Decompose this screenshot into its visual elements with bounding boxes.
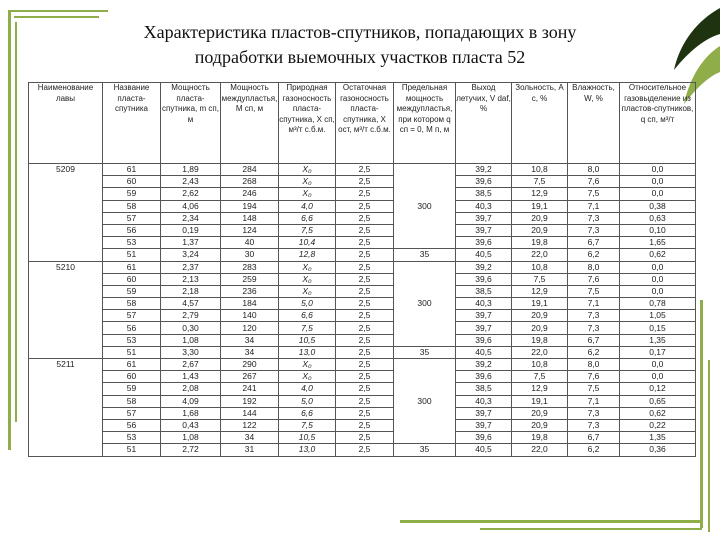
- cell-seam-thickness: 4,09: [161, 395, 221, 407]
- cell-interlayer-thickness: 34: [221, 432, 279, 444]
- cell-relative-gas-release: 0,78: [620, 298, 696, 310]
- cell-residual-gas-content: 2,5: [336, 407, 394, 419]
- cell-limit-interlayer: 300: [394, 359, 456, 444]
- cell-interlayer-thickness: 40: [221, 237, 279, 249]
- cell-moisture: 8,0: [568, 359, 620, 371]
- cell-seam-thickness: 0,19: [161, 224, 221, 236]
- cell-relative-gas-release: 0,12: [620, 383, 696, 395]
- table-row: [29, 346, 696, 358]
- frame-line-left-inner: [15, 22, 17, 422]
- cell-volatiles: 39,7: [456, 419, 512, 431]
- cell-ash: 20,9: [512, 407, 568, 419]
- cell-seam-thickness: 4,06: [161, 200, 221, 212]
- cell-ash: 10,8: [512, 359, 568, 371]
- cell-seam-name: 56: [103, 322, 161, 334]
- cell-moisture: 6,2: [568, 444, 620, 456]
- cell-natural-gas-content: 7,5: [279, 419, 336, 431]
- cell-limit-interlayer: 300: [394, 261, 456, 346]
- cell-residual-gas-content: 2,5: [336, 249, 394, 261]
- cell-seam-name: 60: [103, 176, 161, 188]
- cell-interlayer-thickness: 236: [221, 285, 279, 297]
- cell-seam-thickness: 2,34: [161, 212, 221, 224]
- cell-natural-gas-content: 12,8: [279, 249, 336, 261]
- cell-moisture: 7,3: [568, 224, 620, 236]
- cell-ash: 7,5: [512, 273, 568, 285]
- cell-seam-thickness: 2,18: [161, 285, 221, 297]
- table-row: [29, 444, 696, 456]
- cell-ash: 19,8: [512, 237, 568, 249]
- cell-seam-thickness: 1,08: [161, 432, 221, 444]
- cell-seam-thickness: 2,62: [161, 188, 221, 200]
- cell-ash: 22,0: [512, 346, 568, 358]
- cell-natural-gas-content: 10,5: [279, 334, 336, 346]
- table-body: [29, 164, 696, 457]
- header-natural-gas-content: Природная газоносность пласта-спутника, X сп, м³/т с.б.м.: [279, 83, 336, 164]
- table-row: [29, 200, 696, 212]
- slide-title: [60, 20, 660, 70]
- cell-moisture: 7,5: [568, 383, 620, 395]
- cell-ash: 10,8: [512, 164, 568, 176]
- cell-ash: 12,9: [512, 188, 568, 200]
- table-row: [29, 383, 696, 395]
- cell-interlayer-thickness: 30: [221, 249, 279, 261]
- cell-seam-thickness: 0,30: [161, 322, 221, 334]
- table-row: [29, 371, 696, 383]
- cell-residual-gas-content: 2,5: [336, 200, 394, 212]
- cell-natural-gas-content: X₀: [279, 359, 336, 371]
- header-moisture: Влажность, W, %: [568, 83, 620, 164]
- table-row: [29, 237, 696, 249]
- cell-ash: 12,9: [512, 383, 568, 395]
- table-row: [29, 164, 696, 176]
- cell-residual-gas-content: 2,5: [336, 224, 394, 236]
- header-residual-gas-content: Остаточная газоносность пласта-спутника, X ост, м³/т с.б.м.: [336, 83, 394, 164]
- cell-moisture: 7,1: [568, 395, 620, 407]
- cell-seam-name: 51: [103, 444, 161, 456]
- cell-relative-gas-release: 0,65: [620, 395, 696, 407]
- cell-seam-thickness: 3,24: [161, 249, 221, 261]
- table-row: [29, 273, 696, 285]
- cell-limit-interlayer: 35: [394, 346, 456, 358]
- cell-seam-name: 61: [103, 359, 161, 371]
- cell-moisture: 7,3: [568, 407, 620, 419]
- cell-residual-gas-content: 2,5: [336, 285, 394, 297]
- cell-volatiles: 39,2: [456, 164, 512, 176]
- cell-seam-name: 59: [103, 285, 161, 297]
- cell-ash: 20,9: [512, 322, 568, 334]
- cell-seam-thickness: 1,37: [161, 237, 221, 249]
- frame-line-top: [8, 10, 108, 12]
- cell-interlayer-thickness: 268: [221, 176, 279, 188]
- cell-seam-name: 58: [103, 395, 161, 407]
- cell-relative-gas-release: 0,0: [620, 176, 696, 188]
- cell-moisture: 6,2: [568, 249, 620, 261]
- cell-natural-gas-content: 7,5: [279, 224, 336, 236]
- frame-line-right: [700, 300, 703, 528]
- cell-relative-gas-release: 0,63: [620, 212, 696, 224]
- cell-relative-gas-release: 0,0: [620, 188, 696, 200]
- cell-seam-thickness: 2,79: [161, 310, 221, 322]
- cell-moisture: 7,6: [568, 176, 620, 188]
- cell-moisture: 6,7: [568, 237, 620, 249]
- cell-seam-thickness: 2,72: [161, 444, 221, 456]
- table-row: [29, 212, 696, 224]
- cell-volatiles: 40,5: [456, 249, 512, 261]
- cell-natural-gas-content: X₀: [279, 261, 336, 273]
- header-relative-gas-release: Относительное газовыделение из пластов-спутников, q сп, м³/т: [620, 83, 696, 164]
- cell-residual-gas-content: 2,5: [336, 261, 394, 273]
- cell-seam-name: 57: [103, 310, 161, 322]
- cell-ash: 19,8: [512, 432, 568, 444]
- cell-seam-name: 51: [103, 346, 161, 358]
- header-seam-thickness: Мощность пласта-спутника, m сп, м: [161, 83, 221, 164]
- cell-relative-gas-release: 1,65: [620, 237, 696, 249]
- cell-relative-gas-release: 0,15: [620, 322, 696, 334]
- cell-moisture: 7,5: [568, 188, 620, 200]
- table-row: [29, 224, 696, 236]
- cell-relative-gas-release: 0,38: [620, 200, 696, 212]
- slide-title-line-1: Характеристика пластов-спутников, попадающих в зону: [143, 22, 577, 42]
- cell-interlayer-thickness: 267: [221, 371, 279, 383]
- cell-seam-thickness: 2,43: [161, 176, 221, 188]
- cell-interlayer-thickness: 194: [221, 200, 279, 212]
- cell-residual-gas-content: 2,5: [336, 432, 394, 444]
- cell-seam-thickness: 2,37: [161, 261, 221, 273]
- table-row: [29, 395, 696, 407]
- cell-natural-gas-content: 7,5: [279, 322, 336, 334]
- cell-seam-thickness: 1,08: [161, 334, 221, 346]
- cell-seam-name: 57: [103, 407, 161, 419]
- cell-seam-thickness: 1,68: [161, 407, 221, 419]
- cell-volatiles: 39,6: [456, 237, 512, 249]
- cell-seam-name: 61: [103, 261, 161, 273]
- cell-residual-gas-content: 2,5: [336, 310, 394, 322]
- cell-moisture: 7,3: [568, 212, 620, 224]
- cell-seam-name: 53: [103, 432, 161, 444]
- cell-moisture: 7,1: [568, 298, 620, 310]
- table-row: [29, 310, 696, 322]
- cell-relative-gas-release: 1,35: [620, 334, 696, 346]
- cell-seam-name: 59: [103, 188, 161, 200]
- cell-natural-gas-content: X₀: [279, 285, 336, 297]
- cell-natural-gas-content: X₀: [279, 371, 336, 383]
- header-seam-name: Название пласта-спутника: [103, 83, 161, 164]
- cell-seam-thickness: 0,43: [161, 419, 221, 431]
- cell-volatiles: 39,6: [456, 432, 512, 444]
- cell-volatiles: 39,7: [456, 322, 512, 334]
- cell-ash: 12,9: [512, 285, 568, 297]
- cell-ash: 20,9: [512, 212, 568, 224]
- cell-volatiles: 40,5: [456, 444, 512, 456]
- cell-moisture: 6,2: [568, 346, 620, 358]
- cell-seam-thickness: 3,30: [161, 346, 221, 358]
- cell-natural-gas-content: 10,4: [279, 237, 336, 249]
- cell-relative-gas-release: 0,0: [620, 261, 696, 273]
- cell-relative-gas-release: 0,22: [620, 419, 696, 431]
- cell-ash: 22,0: [512, 249, 568, 261]
- cell-seam-name: 60: [103, 371, 161, 383]
- cell-residual-gas-content: 2,5: [336, 273, 394, 285]
- cell-volatiles: 39,2: [456, 359, 512, 371]
- cell-seam-name: 56: [103, 224, 161, 236]
- cell-interlayer-thickness: 31: [221, 444, 279, 456]
- cell-residual-gas-content: 2,5: [336, 164, 394, 176]
- cell-moisture: 8,0: [568, 164, 620, 176]
- cell-ash: 20,9: [512, 310, 568, 322]
- cell-interlayer-thickness: 34: [221, 334, 279, 346]
- frame-line-left-outer: [8, 10, 11, 450]
- header-limit-interlayer: Предельная мощность междупластья, при котором q сп = 0, M п, м: [394, 83, 456, 164]
- cell-interlayer-thickness: 34: [221, 346, 279, 358]
- table-row: [29, 432, 696, 444]
- cell-volatiles: 38,5: [456, 285, 512, 297]
- cell-seam-name: 61: [103, 164, 161, 176]
- cell-volatiles: 40,3: [456, 395, 512, 407]
- cell-seam-name: 53: [103, 334, 161, 346]
- header-volatiles: Выход летучих, V daf, %: [456, 83, 512, 164]
- cell-seam-name: 60: [103, 273, 161, 285]
- cell-relative-gas-release: 0,17: [620, 346, 696, 358]
- table-row: [29, 285, 696, 297]
- cell-natural-gas-content: 5,0: [279, 395, 336, 407]
- cell-ash: 20,9: [512, 224, 568, 236]
- cell-volatiles: 39,6: [456, 176, 512, 188]
- cell-relative-gas-release: 1,35: [620, 432, 696, 444]
- cell-mine: 5210: [29, 261, 103, 359]
- frame-line-right-2: [708, 360, 710, 532]
- cell-ash: 19,1: [512, 298, 568, 310]
- cell-residual-gas-content: 2,5: [336, 383, 394, 395]
- cell-ash: 19,1: [512, 200, 568, 212]
- cell-limit-interlayer: 300: [394, 164, 456, 249]
- cell-seam-thickness: 2,08: [161, 383, 221, 395]
- cell-interlayer-thickness: 144: [221, 407, 279, 419]
- cell-natural-gas-content: 6,6: [279, 407, 336, 419]
- table-row: [29, 188, 696, 200]
- cell-natural-gas-content: X₀: [279, 273, 336, 285]
- cell-interlayer-thickness: 124: [221, 224, 279, 236]
- cell-moisture: 7,3: [568, 419, 620, 431]
- table-row: [29, 334, 696, 346]
- cell-ash: 20,9: [512, 419, 568, 431]
- cell-residual-gas-content: 2,5: [336, 176, 394, 188]
- cell-relative-gas-release: 1,05: [620, 310, 696, 322]
- cell-natural-gas-content: 6,6: [279, 212, 336, 224]
- cell-residual-gas-content: 2,5: [336, 322, 394, 334]
- frame-line-bottom-2: [480, 528, 702, 530]
- cell-natural-gas-content: X₀: [279, 164, 336, 176]
- cell-residual-gas-content: 2,5: [336, 371, 394, 383]
- cell-residual-gas-content: 2,5: [336, 212, 394, 224]
- table-row: [29, 419, 696, 431]
- cell-seam-name: 51: [103, 249, 161, 261]
- cell-interlayer-thickness: 246: [221, 188, 279, 200]
- cell-seam-thickness: 4,57: [161, 298, 221, 310]
- table-row: [29, 322, 696, 334]
- cell-residual-gas-content: 2,5: [336, 237, 394, 249]
- cell-natural-gas-content: X₀: [279, 188, 336, 200]
- header-mine: Наименование лавы: [29, 83, 103, 164]
- cell-moisture: 7,6: [568, 273, 620, 285]
- cell-relative-gas-release: 0,62: [620, 407, 696, 419]
- header-ash: Зольность, A c, %: [512, 83, 568, 164]
- cell-seam-name: 58: [103, 298, 161, 310]
- cell-interlayer-thickness: 290: [221, 359, 279, 371]
- cell-relative-gas-release: 0,36: [620, 444, 696, 456]
- cell-volatiles: 39,7: [456, 212, 512, 224]
- cell-natural-gas-content: 13,0: [279, 346, 336, 358]
- cell-ash: 7,5: [512, 371, 568, 383]
- cell-volatiles: 39,2: [456, 261, 512, 273]
- cell-seam-thickness: 1,43: [161, 371, 221, 383]
- cell-volatiles: 40,3: [456, 200, 512, 212]
- cell-volatiles: 39,7: [456, 310, 512, 322]
- cell-seam-name: 57: [103, 212, 161, 224]
- cell-seam-thickness: 1,89: [161, 164, 221, 176]
- cell-residual-gas-content: 2,5: [336, 188, 394, 200]
- cell-interlayer-thickness: 259: [221, 273, 279, 285]
- cell-moisture: 7,1: [568, 200, 620, 212]
- cell-volatiles: 39,6: [456, 371, 512, 383]
- cell-interlayer-thickness: 284: [221, 164, 279, 176]
- cell-mine: 5209: [29, 164, 103, 262]
- cell-volatiles: 39,7: [456, 224, 512, 236]
- cell-residual-gas-content: 2,5: [336, 395, 394, 407]
- cell-relative-gas-release: 0,10: [620, 224, 696, 236]
- cell-relative-gas-release: 0,0: [620, 273, 696, 285]
- cell-limit-interlayer: 35: [394, 444, 456, 456]
- table-row: [29, 407, 696, 419]
- cell-ash: 19,8: [512, 334, 568, 346]
- cell-moisture: 7,3: [568, 322, 620, 334]
- cell-volatiles: 39,6: [456, 334, 512, 346]
- cell-ash: 22,0: [512, 444, 568, 456]
- cell-relative-gas-release: 0,0: [620, 164, 696, 176]
- cell-seam-name: 58: [103, 200, 161, 212]
- cell-seam-thickness: 2,67: [161, 359, 221, 371]
- cell-volatiles: 40,5: [456, 346, 512, 358]
- cell-interlayer-thickness: 140: [221, 310, 279, 322]
- cell-interlayer-thickness: 192: [221, 395, 279, 407]
- table-row: [29, 359, 696, 371]
- cell-natural-gas-content: 13,0: [279, 444, 336, 456]
- cell-mine: 5211: [29, 359, 103, 457]
- table-row: [29, 261, 696, 273]
- cell-volatiles: 38,5: [456, 188, 512, 200]
- cell-relative-gas-release: 0,0: [620, 359, 696, 371]
- cell-interlayer-thickness: 184: [221, 298, 279, 310]
- cell-seam-name: 53: [103, 237, 161, 249]
- cell-residual-gas-content: 2,5: [336, 359, 394, 371]
- cell-limit-interlayer: 35: [394, 249, 456, 261]
- cell-volatiles: 38,5: [456, 383, 512, 395]
- cell-interlayer-thickness: 120: [221, 322, 279, 334]
- seam-characteristics-table: [28, 82, 696, 457]
- cell-relative-gas-release: 0,0: [620, 285, 696, 297]
- cell-seam-thickness: 2,13: [161, 273, 221, 285]
- cell-seam-name: 59: [103, 383, 161, 395]
- cell-residual-gas-content: 2,5: [336, 419, 394, 431]
- cell-interlayer-thickness: 241: [221, 383, 279, 395]
- cell-natural-gas-content: 5,0: [279, 298, 336, 310]
- cell-interlayer-thickness: 148: [221, 212, 279, 224]
- cell-ash: 19,1: [512, 395, 568, 407]
- cell-moisture: 6,7: [568, 432, 620, 444]
- cell-interlayer-thickness: 283: [221, 261, 279, 273]
- cell-relative-gas-release: 0,62: [620, 249, 696, 261]
- cell-interlayer-thickness: 122: [221, 419, 279, 431]
- cell-seam-name: 56: [103, 419, 161, 431]
- table-row: [29, 176, 696, 188]
- cell-ash: 10,8: [512, 261, 568, 273]
- cell-volatiles: 39,6: [456, 273, 512, 285]
- frame-line-top-2: [14, 16, 99, 18]
- cell-natural-gas-content: 6,6: [279, 310, 336, 322]
- cell-natural-gas-content: 10,5: [279, 432, 336, 444]
- cell-moisture: 7,6: [568, 371, 620, 383]
- cell-natural-gas-content: X₀: [279, 176, 336, 188]
- cell-moisture: 7,3: [568, 310, 620, 322]
- table-row: [29, 298, 696, 310]
- cell-volatiles: 39,7: [456, 407, 512, 419]
- cell-relative-gas-release: 0,0: [620, 371, 696, 383]
- cell-residual-gas-content: 2,5: [336, 298, 394, 310]
- cell-volatiles: 40,3: [456, 298, 512, 310]
- cell-residual-gas-content: 2,5: [336, 444, 394, 456]
- cell-moisture: 8,0: [568, 261, 620, 273]
- table-header-row: [29, 83, 696, 164]
- cell-moisture: 7,5: [568, 285, 620, 297]
- header-interlayer-thickness: Мощность междупластья, M сп, м: [221, 83, 279, 164]
- cell-natural-gas-content: 4,0: [279, 200, 336, 212]
- cell-residual-gas-content: 2,5: [336, 346, 394, 358]
- frame-line-bottom: [400, 520, 702, 523]
- slide-title-line-2: подработки выемочных участков пласта 52: [194, 47, 526, 67]
- cell-ash: 7,5: [512, 176, 568, 188]
- cell-natural-gas-content: 4,0: [279, 383, 336, 395]
- cell-residual-gas-content: 2,5: [336, 334, 394, 346]
- table-row: [29, 249, 696, 261]
- cell-moisture: 6,7: [568, 334, 620, 346]
